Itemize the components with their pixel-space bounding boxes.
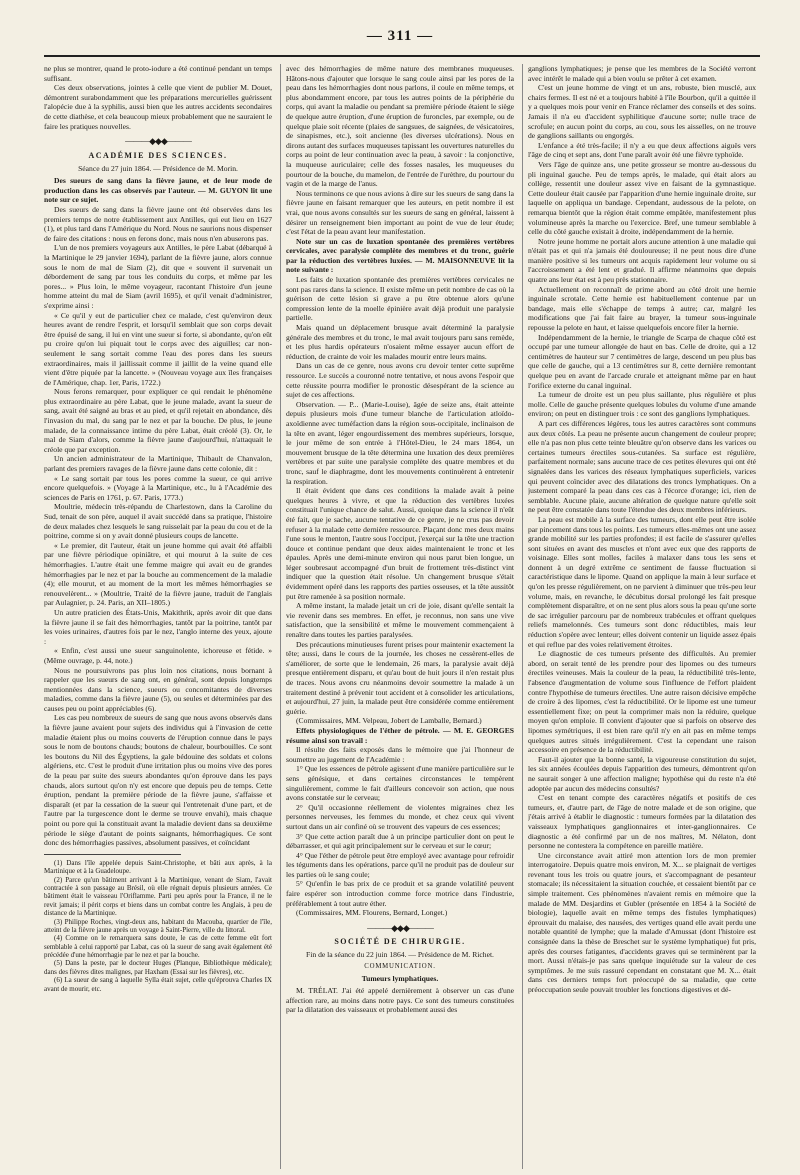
paragraph: Nous ferons remarquer, pour expliquer ce qui rendait le phénomène plus extraordinaire au père Labat, que le jeune malade, avant la sueur de sang, avait été saigné au bras et au pied, et qu'il rejetait en abondance, dès l'invasion du mal, du sang par le nez et par la bouche. De plus, le jeune malade, de la connaissance intime du père Labat, était créolé (3). Or, le mal de Siam d'alors, comme la fièvre jaune d'aujourd'hui, n'attaquait le créole que par exception. xyxy=(44,387,272,454)
paragraph: (Commissaires, MM. Flourens, Bernard, Longet.) xyxy=(296,908,448,918)
paragraph: Des précautions minutieuses furent prises pour maintenir exactement la tête; aussi, dans le cours de la journée, les choses ne cessèrent-elles de s'améliorer, de sorte que le lendemain, 26 mars, la paralysie avait déjà presque entièrement disparu, et qu'au bout de huit jours il n'en restait plus de traces. Nous avons cru néanmoins devoir soumettre la malade à un traitement destiné à prévenir tout accident et à consolider les articulations, et aujourd'hui, 27 juin, la malade peut être considérée comme entièrement guérie. xyxy=(286,639,514,716)
paragraph: Indépendamment de la hernie, le triangle de Scarpa de chaque côté est occupé par une tumeur allongée de haut en bas. Celle de droite, qui a 12 centimètres de hauteur sur 7 centimètres de large, descend un peu plus bas que celle de gauche, qui a 13 centimètres sur 8, cette dernière remontant quelque peu en avant de l'arcade crurale et atteignant même par en haut l'orifice externe du canal inguinal. xyxy=(528,332,756,390)
paragraph: ne plus se montrer, quand le proto-iodure a été continué pendant un temps suffisant. xyxy=(44,64,272,83)
paragraph: 3° Que cette action paraît due à un principe particulier dont on peut le débarrasser, et qui agit principalement sur le cerveau et sur le cœur; xyxy=(286,831,514,851)
section-heading: ACADÉMIE DES SCIENCES. xyxy=(88,150,228,160)
paragraph: « Enfin, c'est aussi une sueur sanguinolente, ichoreuse et fétide. » (Même ouvrage, p. 44, note.) xyxy=(44,646,272,665)
subsection-title: Tumeurs lymphatiques. xyxy=(361,973,439,983)
paragraph: ganglions lymphatiques; je pense que les membres de la Société verront avec intérêt le malade qui a bien voulu se prêter à cet examen. xyxy=(528,64,756,83)
paragraph: Il résulte des faits exposés dans le mémoire que j'ai l'honneur de soumettre au jugement de l'Académie : xyxy=(286,745,514,764)
paragraph: L'enfance a été très-facile; il n'y a eu que deux affections aiguës vers l'âge de cinq et sept ans, dont l'une paraît avoir été une fièvre typhoïde. xyxy=(528,140,756,160)
footnote: (6) La sueur de sang à laquelle Sylla était sujet, celle qu'éprouva Charles IX avant de mourir, etc. xyxy=(44,976,272,993)
footnote: (4) Comme on le remarquera sans doute, le cas de cette femme eût fort semblable à celui rapporté par Labat, cas où la sueur de sang avait également été précédée d'une hémorrhagie par le nez et par la bouche. xyxy=(44,934,272,960)
paragraph: Vers l'âge de quinze ans, une petite grosseur se montre au-dessous du pli inguinal gauche. Peu de temps après, le malade, qui était alors au collège, ressentit une douleur assez vive en faisant de la gymnastique. Cette douleur était causée par l'apparition d'une hernie inguinale droite, sur laquelle on appliqua un bandage. Cependant, audessous de la pelote, on remarqua bientôt que la région était comme empâtée, manifestement plus volumineuse après la marche ou l'exercice. Bref, une tumeur semblable à celle du côté gauche existait à droite, indépendamment de la hernie. xyxy=(528,159,756,237)
paragraph: « Le premier, dit l'auteur, était un jeune homme qui avait été affaibli par une fièvre périodique opiniâtre, et qui mourut à la suite de ces hémorrhagies. L'autre était une femme maigre qui avait eu de grandes hémorrhagies par le nez et par la bouche au commencement de la maladie (4); elle mourut, et au moment de la mort les mêmes hémorrhagies se renouvelèrent... » (Moultrie, Traité de la fièvre jaune, traduit de l'anglais par Aulagnier, p. 24. Paris, an XII–1805.) xyxy=(44,540,272,608)
article-title: Effets physiologiques de l'éther de pétrole. — M. E. GEORGES résume ainsi son travail : xyxy=(286,725,514,745)
paragraph: La peau est mobile à la surface des tumeurs, dont elle peut être isolée par pincement dans tous les points. Les tumeurs elles-mêmes ont une assez grande mobilité sur les parties profondes; il est facile de s'assurer qu'elles sont situées en avant des muscles et n'ont avec eux que des rapports de voisinage. Elles sont molles, faciles à malaxer dans tous les sens et donnent à un degré extrême ce sentiment de fausse fluctuation si caractéristique dans le lipome. Quand on applique la main à leur surface et qu'on les presse régulièrement, on ne parvient à diminuer que très-peu leur volume, mais, en revanche, le décubitus dorsal prolongé les fait presque complètement disparaître, et on ne sent plus alors sous la peau qu'une sorte de sac irrégulier parcouru par de nombreux trabécules et offrant quelques reliefs mamelonnés. Ces tumeurs sont donc réductibles, mais leur réduction s'opère avec lenteur; elles doivent contenir un liquide assez épais et qui reflue par des voies relativement étroites. xyxy=(528,514,756,649)
paragraph: Faut-il ajouter que la bonne santé, la vigoureuse constitution du sujet, les six années écoulées depuis l'apparition des tumeurs, démontrent qu'on ne saurait songer à une affection maligne; hypothèse qui du reste n'a été adoptée par aucun des médecins consultés? xyxy=(528,754,756,793)
paragraph: (Commissaires, MM. Velpeau, Jobert de Lamballe, Bernard.) xyxy=(296,716,482,726)
footnote: (5) Dans la peste, par le docteur Huges (Planque, Bibliothèque médicale); dans des fièvres dites malignes, par Haxham (Essai sur les fièvres), etc. xyxy=(44,959,272,976)
paragraph: 5° Qu'enfin le bas prix de ce produit et sa grande volatilité peuvent faire espérer son introduction comme force motrice dans l'industrie, préférablement à tout autre éther. xyxy=(286,879,514,908)
session-line: Séance du 27 juin 1864. — Présidence de M. Morin. xyxy=(78,163,238,173)
paragraph: 4° Que l'éther de pétrole peut être employé avec avantage pour refroidir les téguments dans les opérations, parce qu'il ne produit pas de douleur sur les parties où le sang coule; xyxy=(286,850,514,879)
column-3 xyxy=(528,64,756,1169)
paragraph: La tumeur de droite est un peu plus saillante, plus régulière et plus molle. Celle de gauche présente quelques lobules du volume d'une amande environ; on peut en distinguer trois : ce sont des ganglions lymphatiques. xyxy=(528,390,756,419)
page-number: — 311 — xyxy=(366,28,434,44)
footnote-rule xyxy=(44,854,181,855)
column-divider xyxy=(522,64,523,1169)
paragraph: Moultrie, médecin très-répandu de Charlestown, dans la Caroline du Sud, tenait de son père, auquel il avait succédé dans sa pratique, l'histoire de deux malades chez lesquels le sang ruisselait par la peau du cou et de la poitrine, comme si on y avait donné plusieurs coups de lancette. xyxy=(44,502,272,541)
column-1 xyxy=(44,64,272,1169)
paragraph: Un autre praticien des États-Unis, Makithrik, après avoir dit que dans la fièvre jaune il se fait des hémorrhagies, tantôt par la poitrine, tantôt par les voies urinaires, d'autres fois par le nez, l'anglo interne des yeux, ajoute : xyxy=(44,607,272,646)
paragraph: avec des hémorrhagies de même nature des membranes muqueuses. Hâtons-nous d'ajouter que lorsque le sang coule ainsi par les pores de la peau dans les hémorrhagies dont nous parlons, il coule en même temps, et plus abondamment encore, par tous les autres points de la périphérie du corps, qui avant la maladie ou pendant sa première période étaient le siège de quelque autre éruption, d'une éruption de furoncles, par exemple, ou de quelque plaie soit récente (plaies de sangsues, de saignées, de vésicatoires, de sinapismes, etc.), soit ancienne (les diverses ulcérations). Nous en dirons autant des surfaces muqueuses tapissant les ouvertures naturelles du corps au point de leur continuation avec la peau, à savoir : la conjonctive, la muqueuse auriculaire; celle des fosses nasales, les muqueuses du pourtour de la bouche, du mamelon, de l'entrée de l'urèthre, du pourtour du vagin et de la marge de l'anus. xyxy=(286,64,514,189)
footnotes xyxy=(44,859,272,993)
paragraph: A même instant, la malade jetait un cri de joie, disant qu'elle sentait la vie revenir dans ses membres. En effet, je reconnus, non sans une vive satisfaction, que la sensibilité et même le mouvement commençaient à renaître dans toutes les parties paralysées. xyxy=(286,601,514,640)
header-rule xyxy=(44,55,760,57)
paragraph: A part ces différences légères, tous les autres caractères sont communs aux deux côtés. La peau ne présente aucun changement de couleur propre; elle n'a pas non plus cette teinte bleuâtre qu'on observe dans les varices ou certaines tumeurs érectiles sous-cutanées. Sa surface est régulière, parfaitement normale; sans aucune trace de ces petites élevures qui ont été signalées dans les varices des réseaux lymphatiques superficiels, varices qui peuvent coïncider avec des dilatations des troncs lymphatiques. On a justement comparé la peau dans ces cas à l'écorce d'orange; ici, rien de semblable. Aucune plaie, aucune altération de quelque nature qu'elle soit ne peut être constatée dans toute l'étendue des deux membres inférieurs. xyxy=(528,418,756,515)
article-title: Des sueurs de sang dans la fièvre jaune, et de leur mode de production dans les cas observés par l'auteur. — M. GUYON lit une note sur ce sujet. xyxy=(44,176,272,205)
paragraph: Un ancien administrateur de la Martinique, Thibault de Chanvalon, parlant des premiers ravages de la fièvre jaune dans cette colonie, dit : xyxy=(44,454,272,474)
session-line: Fin de la séance du 22 juin 1864. — Présidence de M. Richet. xyxy=(306,950,494,960)
section-heading: SOCIÉTÉ DE CHIRURGIE. xyxy=(334,937,466,947)
paragraph: Le diagnostic de ces tumeurs présente des difficultés. Au premier abord, on serait tenté de les prendre pour des lipomes ou des tumeurs érectiles veineuses. Mais la couleur de la peau, la réductibilité très-lente, l'absence d'augmentation de volume sous l'influence de l'effort plaident contre l'hypothèse de tumeurs érectiles. Une autre raison décisive empêche de croire à des lipomes, c'est la réductibilité. Or le lipome est une tumeur essentiellement fixe; on peut la comprimer mais non la réduire, quelque moyen qu'on emploie. Il convient d'ajouter que si parfois on observe des lipomes symétriques, il est bien rare qu'il n'y en ait pas en même temps quelques autres situés irrégulièrement. C'est la cependant une raison accessoire en présence de la réductibilité. xyxy=(528,649,756,755)
paragraph: Mais quand un déplacement brusque avait déterminé la paralysie générale des membres et du tronc, le mal avait toujours paru sans remède, et les plus hardis opérateurs n'osaient même essayer aucun effort de réduction, de crainte de voir les malades mourir entre leurs mains. xyxy=(286,323,514,361)
ornament-divider: ———◆◆◆——— xyxy=(367,922,433,933)
paragraph: Notre jeune homme ne portait alors aucune attention à une maladie qui n'était pas et qui n'a jamais été douloureuse; il ne peut nous dire d'une manière positive si les tumeurs ont acquis rapidement leur volume ou si l'accroissement a été lent et gradué. Il affirme néanmoins que depuis quatre ans leur état est à peu près stationnaire. xyxy=(528,236,756,285)
paragraph: M. TRÉLAT. J'ai été appelé dernièrement à observer un cas d'une affection rare, au moins dans notre pays. Ce sont des tumeurs constituées par la dilatation des vaisseaux et probablement aussi des xyxy=(286,986,514,1015)
paragraph: Dans un cas de ce genre, nous avons cru devoir tenter cette suprême ressource. Le succès a couronné notre tentative, et nous avons l'espoir que cette réussite pourra modifier le pronostic désespérant de la science au sujet de ces affections. xyxy=(286,361,514,400)
paragraph: Des sueurs de sang dans la fièvre jaune ont été observées dans les premiers temps de notre établissement aux Antilles, qui eut lieu en 1627 (1), et plus tard dans l'Amérique du Nord. Nous ne saurions nous dispenser de faire des citations : nous en ferons donc, mais nous n'en abuserons pas. xyxy=(44,205,272,243)
paragraph: Ces deux observations, jointes à celle que vient de publier M. Douet, démontrent surabondamment que les préparations mercurielles guérissent l'alopécie due à la syphilis, aussi bien que les autres accidents secondaires de cette diathèse, et cela beaucoup mieux probablement que ne sauraient le faire les pratiques nouvelles. xyxy=(44,83,272,131)
paragraph: L'un de nos premiers voyageurs aux Antilles, le père Labat (débarqué à la Martinique le 29 janvier 1694), parlant de la fièvre jaune, alors connue sous le nom de mal de Siam (2), dit que « souvent il survenait un débordement de sang par tous les conduits du corps, et même par les pores... » Plus loin, le même voyageur, racontant l'histoire d'un jeune homme atteint du mal de Siam (avril 1695), et qu'il venait d'administrer, s'exprime ainsi : xyxy=(44,243,272,310)
paragraph: C'est un jeune homme de vingt et un ans, robuste, bien musclé, aux chairs fermes. Il est né et a toujours habité à l'île Bourbon, qu'il a quittée il y a quelques mois pour venir en France réclamer des conseils et des soins. Jamais il n'a eu d'accident syphilitique d'aucune sorte; nulle trace de scrofule; en aucun point du corps, au cou, sous les aisselles, on ne trouve de ganglions saillants ou engorgés. xyxy=(528,83,756,141)
ornament-divider: ———◆◆◆——— xyxy=(125,136,191,147)
footnote: (1) Dans l'île appelée depuis Saint-Christophe, et bâti aux après, à la Martinique et à la Guadeloupe. xyxy=(44,858,272,876)
subsection-label: COMMUNICATION. xyxy=(364,962,436,970)
paragraph: « Ce qu'il y eut de particulier chez ce malade, c'est qu'environ deux heures avant de rendre l'esprit, et lorsqu'il semblait que son corps devait être épuisé de sang, il lui en vint une sueur si forte, si abondante, qu'on eût pu croire qu'on lui piquait tout le corps avec des aiguilles; car non-seulement le sang sortait comme l'eau des pores dans les sueurs extraordinaires, mais il jaillissait comme il jaillit de la veine quand elle vient d'être piquée par la lancette. » (Nouveau voyage aux îles françaises de l'Amérique, chap. 1er, Paris, 1722.) xyxy=(44,310,272,387)
paragraph: Une circonstance avait attiré mon attention lors de mon premier interrogatoire. Depuis quatre mois environ, M. X... se plaignait de vertiges revenant tous les trois ou quatre jours, et s'accompagnant de pesanteur stomacale; ils nécessitaient la situation couchée, et cessaient bientôt par ce simple traitement. Ces phénomènes n'avaient remis en mémoire que la malade de MM. Desjardins et Gubler (présentée en 1854 à la Société de biologie), laquelle avait en même temps des fistules lymphatiques) éprouvait du malaise, des nausées, des vertiges quand elle avait perdu une notable quantité de lymphe; que la malade d'Amussat (dont l'histoire est consignée dans la thèse de Breschet sur le système lymphatique) fut pris, après des courses fatigantes, d'accidents graves qui se terminèrent par la mort. Aussi n'étais-je pas sans quelque inquiétude sur la valeur de ces symptômes. Je me suis rassuré cependant en constatant que M. X... était dans ces derniers temps fort préoccupé de sa maladie, que cette préoccupation seule pouvait troubler les fonctions digestives et dé- xyxy=(528,850,756,994)
paragraph: Actuellement on reconnaît de prime abord au côté droit une hernie inguinale scrotale. Cette hernie est habituellement contenue par un bandage, mais elle s'échappe de temps à autre; car, malgré les modifications que j'ai fait faire au brayer, la tumeur sous-inguinale repousse la pelote en haut, et laisse quelquefois encore filer la hernie. xyxy=(528,284,756,333)
paragraph: Les cas peu nombreux de sueurs de sang que nous avons observés dans la fièvre jaune avaient pour sujets des individus qui à l'invasion de cette maladie étaient plus ou moins couverts de l'éruption connue dans le pays sous le nom de boutons chauds; boutons de chaleur, bourbouilles. Ce sont les boutons du Nil des Égyptiens, la gale bédouine des soldats et colons algériens, etc. C'est le produit d'une irritation plus ou moins vive des pores de la peau par suite des sueurs abondantes qu'on éprouve dans les pays chauds, alors surtout qu'on n'y est encore que depuis peu de temps. Cette éruption, pendant la première période de la fièvre jaune, s'affaisse et disparaît (et par la cessation de la sueur qui l'entretenait d'une part, et de l'autre par la turgescence dont le derme se trouve envahi), mais chaque point ou pore qui la constituait avant la maladie devient dans sa deuxième période le siège d'autant de points saignants, hémorrhagiques. Ce sont donc des hémorrhagies passives, absolument passives, et coïncidant xyxy=(44,713,272,848)
paragraph: 1° Que les essences de pétrole agissent d'une manière particulière sur le sens génésique, et dans certaines circonstances le tempèrent singulièrement, comme le fait d'ailleurs concevoir son action, que nous avons constatée sur le cerveau; xyxy=(286,764,514,803)
column-divider xyxy=(280,64,281,1169)
paragraph: C'est en tenant compte des caractères négatifs et positifs de ces tumeurs, et, d'autre part, de l'âge de notre malade et de son origine, que j'étais arrivé à établir le diagnostic : tumeurs formées par la dilatation des vaisseaux lymphatiques ganglionnaires et inter-ganglionnaires. Ce diagnostic a été confirmé par un de nos maîtres, M. Nélaton, dont personne ne contestera la compétence en pareille matière. xyxy=(528,793,756,851)
paragraph: « Le sang sortait par tous les pores comme la sueur, ce qui arrive encore quelquefois. » (Voyage à la Martinique, etc., lu à l'Académie des sciences de Paris en 1761, p. 67. Paris, 1773.) xyxy=(44,473,272,502)
paragraph: 2° Qu'il occasionne réellement de violentes migraines chez les personnes nerveuses, les femmes du monde, et chez ceux qui vivent surtout dans un air confiné où se trouvent des vapeurs de ces essences; xyxy=(286,802,514,831)
article-title: Note sur un cas de luxation spontanée des premières vertèbres cervicales, avec paralysie complète des membres et du tronc, guérie par la réduction des vertèbres luxées. — M. MAISONNEUVE lit la note suivante : xyxy=(286,236,514,275)
paragraph: Les faits de luxation spontanée des premières vertèbres cervicales ne sont pas rares dans la science. Il existe même un petit nombre de cas où la guérison de cette lésion si grave a pu être obtenue alors qu'une compression lente de la moelle épinière avait déjà produit une paralysie partielle. xyxy=(286,275,514,323)
paragraph: Observation. — P... (Marie-Louise), âgée de seize ans, était atteinte depuis plusieurs mois d'une tumeur blanche de l'articulation atloïdo-axoïdienne avec tuméfaction dans la région sous-occipitale, inclinaison de la tête en avant, léger engourdissement des membres supérieurs, lorsque, le jour même de son entrée à l'Hôtel-Dieu, le 24 mars 1864, un mouvement brusque de la tête détermina une luxation des deux premières vertèbres et par suite une paralysie complète des quatre membres et du tronc, sauf le diaphragme, dont les mouvements continuèrent à entretenir la respiration. xyxy=(286,399,514,486)
column-2 xyxy=(286,64,514,1169)
footnote: (3) Philippe Roches, vingt-deux ans, habitant du Macouba, quartier de l'île, atteint de la fièvre jaune après un voyage à Saint-Pierre, ville du littoral. xyxy=(44,917,272,934)
paragraph: Nous ne poursuivrons pas plus loin nos citations, nous bornant à rappeler que les sueurs de sang ont, en général, sont depuis longtemps mentionnées dans la science, sueurs ou concomitantes de diverses maladies, comme dans la fièvre jaune (5), ou seules et déterminées par des causes peu ou point appréciables (6). xyxy=(44,665,272,713)
paragraph: Il était évident que dans ces conditions la malade avait à peine quelques heures à vivre, et que la réduction des vertèbres luxées constituait l'unique chance de salut. Aussi, quoique dans la science il n'eût été fait, que je sache, aucune tentative de ce genre, je ne crus pas devoir refuser à la malade cette dernière ressource. Plaçant donc mes deux mains l'une sous le menton, l'autre sous l'occiput, j'exerçai sur la tête une traction douce et continue pendant que deux aides maintenaient le tronc et les épaules. Après une demi-minute environ qui nous parut bien longue, un léger soubresaut accompagné d'un bruit de frottement très-distinct vint indiquer que la question était résolue. Un changement brusque s'était évidemment opéré dans les rapports des parties osseuses, et la tête aussitôt put être ramenée à sa position normale. xyxy=(286,486,514,601)
paragraph: Nous terminons ce que nous avions à dire sur les sueurs de sang dans la fièvre jaune en faisant remarquer que les auteurs, en petit nombre il est vrai, que nous avons consultés sur les sueurs de sang en général, laissent à désirer un renseignement bien important au point de vue de leur étude; c'est l'état de la peau avant leur manifestation. xyxy=(286,188,514,237)
footnote: (2) Parce qu'un bâtiment arrivant à la Martinique, venant de Siam, l'avait contractée à son passage au Brésil, où elle régnait depuis plusieurs années. Ce bâtiment était le vaisseau l'Oriflamme. Parti peu après pour la France, il ne le revit jamais; il périt corps et biens dans un combat contre les Anglais, à peu de distance de la Martinique. xyxy=(44,875,272,918)
